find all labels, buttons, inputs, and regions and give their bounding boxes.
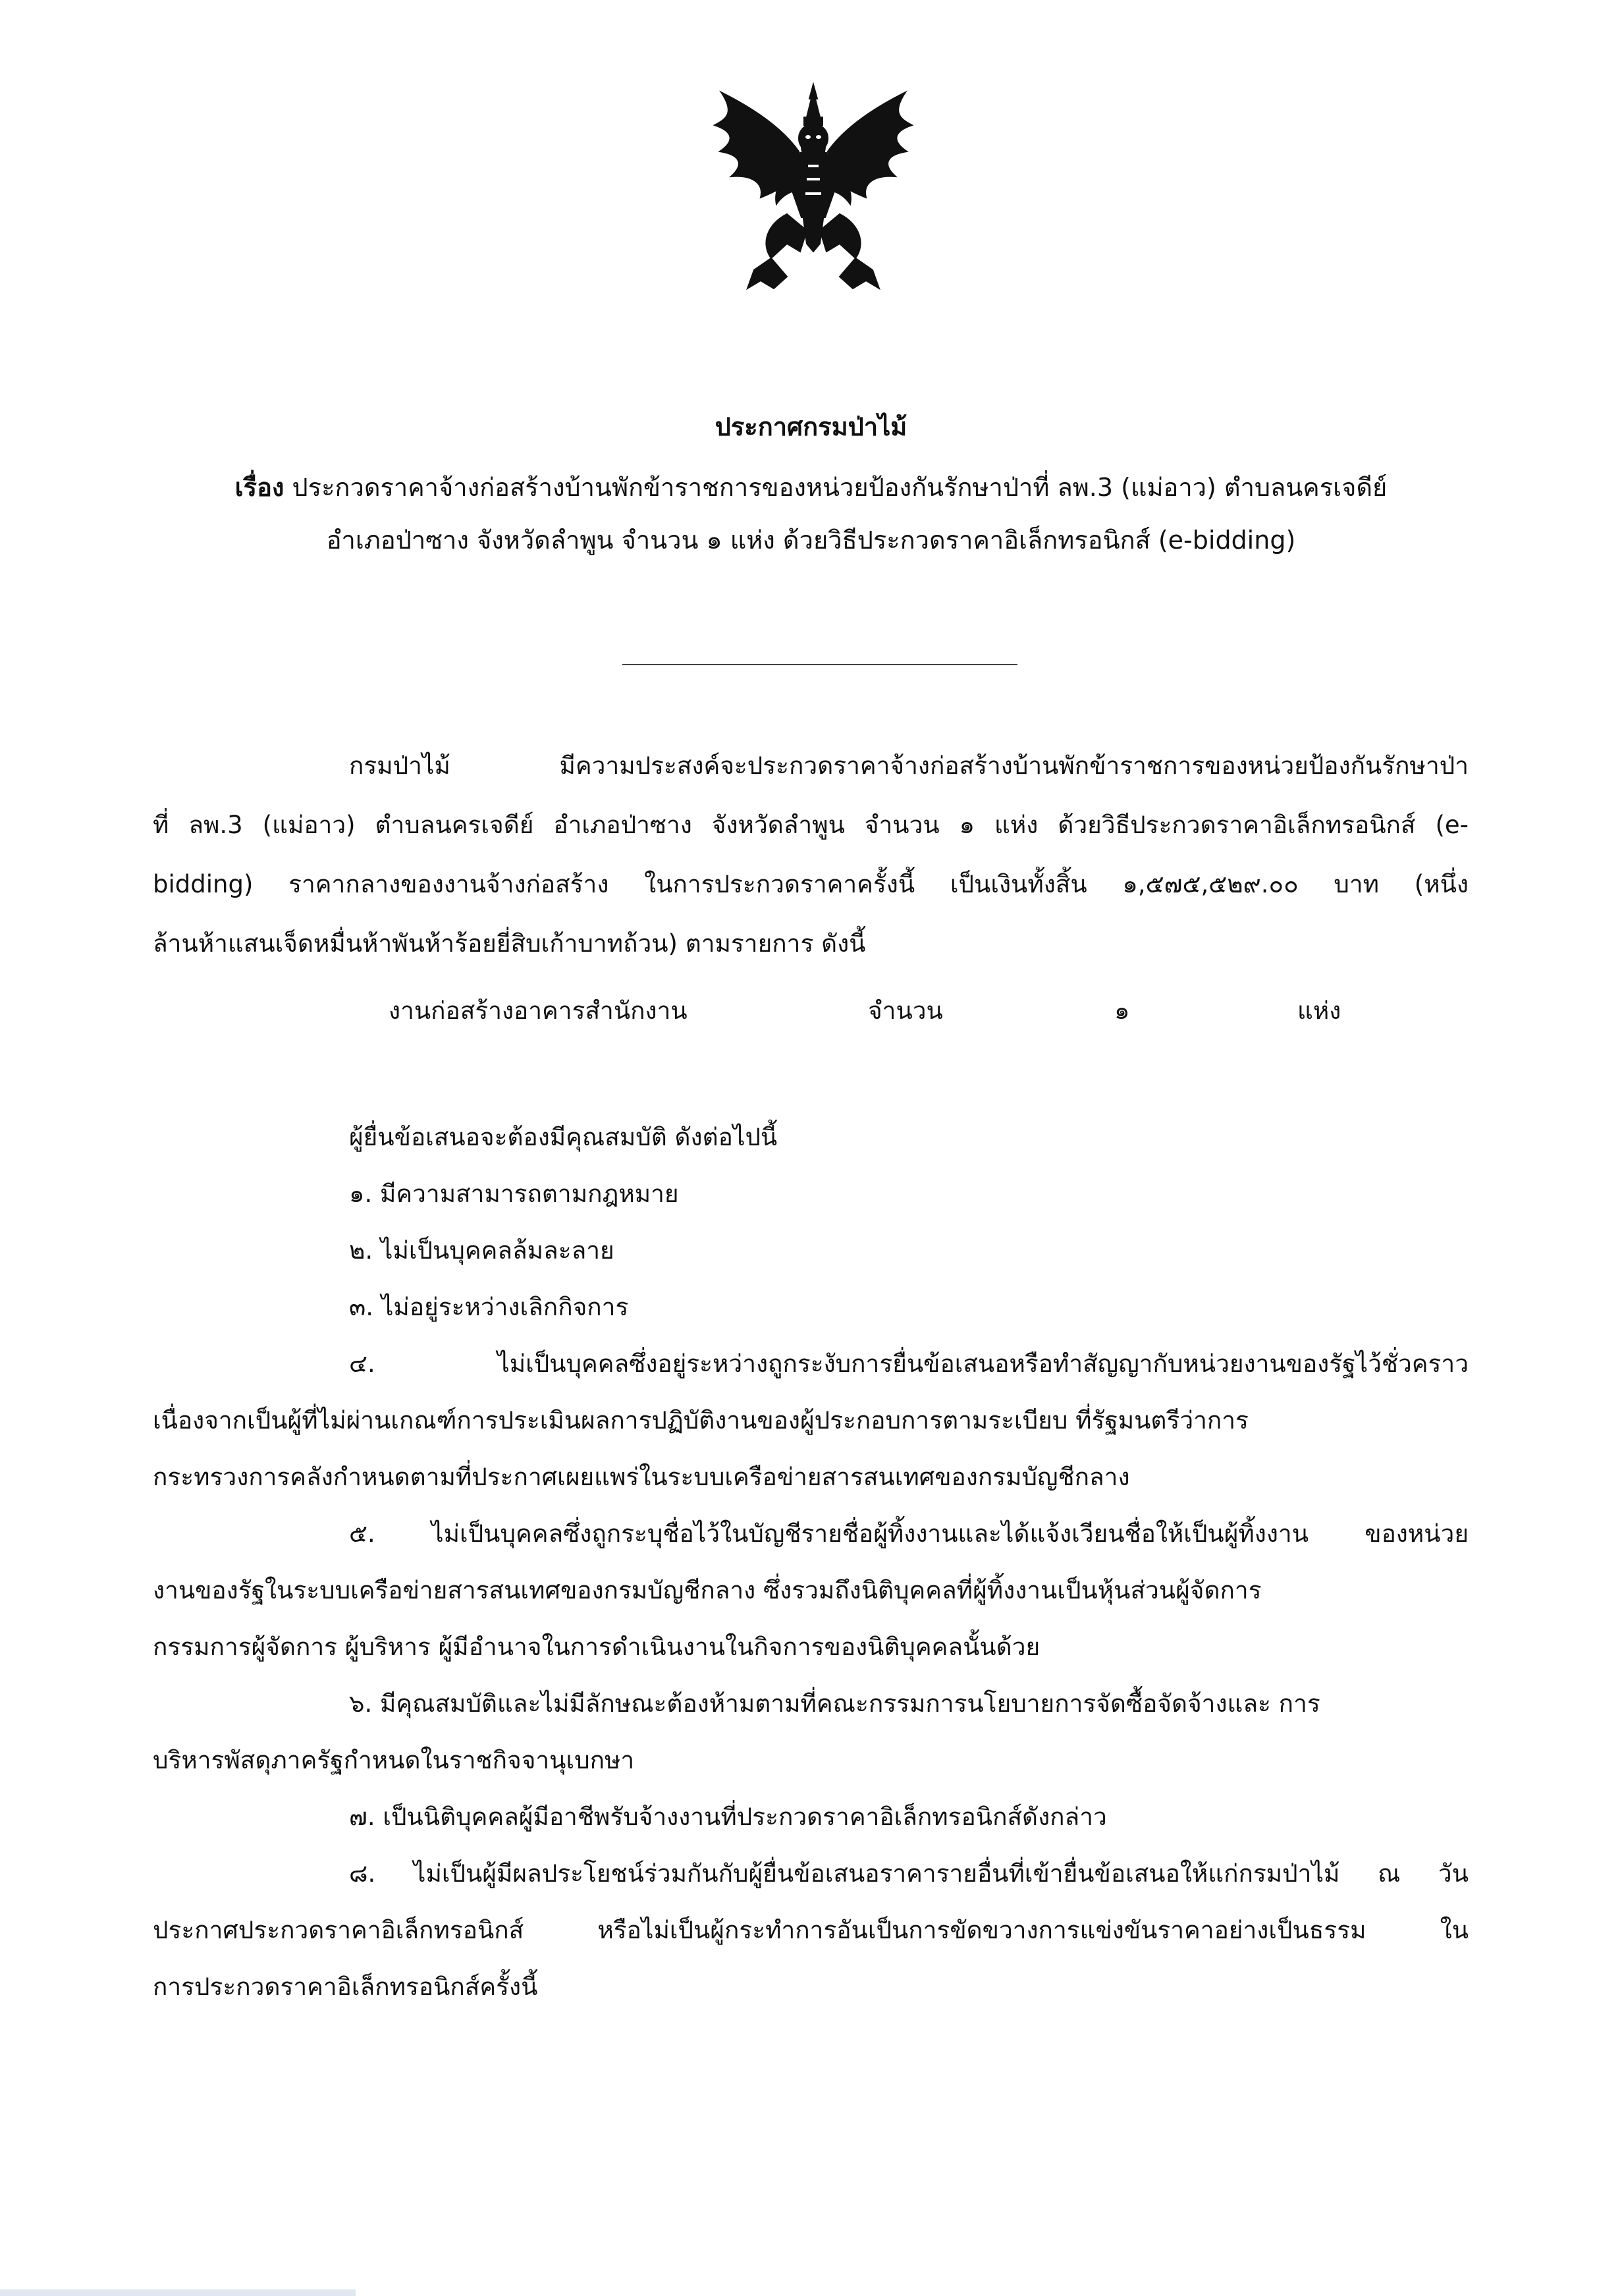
qualification-8-line-2: ประกาศประกวดราคาอิเล็กทรอนิกส์ หรือไม่เป็นผู้กระทำการอันเป็นการขัดขวางการแข่งขันราคาอย่างเป็นธรรม ใน xyxy=(153,1916,1469,1944)
qualification-2: ๒. ไม่เป็นบุคคลล้มละลาย xyxy=(349,1236,614,1265)
qualification-4-line-2: เนื่องจากเป็นผู้ที่ไม่ผ่านเกณฑ์การประเมินผลการปฏิบัติงานของผู้ประกอบการตามระเบียบ ที่รัฐมนตรีว่าการ xyxy=(153,1406,1249,1435)
qualification-6-line-1: ๖. มีคุณสมบัติและไม่มีลักษณะต้องห้ามตามที่คณะกรรมการนโยบายการจัดซื้อจัดจ้างและ การ xyxy=(349,1689,1320,1718)
intro-line-3: bidding) ราคากลางของงานจ้างก่อสร้าง ในการประกวดราคาครั้งนี้ เป็นเงินทั้งสิ้น ๑,๕๗๕,๕๒๙.๐๐ บาท (หนึ่ง xyxy=(153,870,1469,898)
work-item-name: งานก่อสร้างอาคารสำนักงาน xyxy=(389,997,688,1025)
subject-text-1: ประกวดราคาจ้างก่อสร้างบ้านพักข้าราชการของหน่วยป้องกันรักษาป่าที่ ลพ.3 (แม่อาว) ตำบลนครเจดีย์ xyxy=(292,473,1388,502)
qualification-4-line-3: กระทรวงการคลังกำหนดตามที่ประกาศเผยแพร่ในระบบเครือข่ายสารสนเทศของกรมบัญชีกลาง xyxy=(153,1463,1130,1491)
intro-line-2: ที่ ลพ.3 (แม่อาว) ตำบลนครเจดีย์ อำเภอป่าซาง จังหวัดลำพูน จำนวน ๑ แห่ง ด้วยวิธีประกวดราคาอิเล็กทรอนิกส์ (e- xyxy=(153,811,1469,839)
qualification-8-line-3: การประกวดราคาอิเล็กทรอนิกส์ครั้งนี้ xyxy=(153,1973,538,2001)
qualification-7: ๗. เป็นนิติบุคคลผู้มีอาชีพรับจ้างงานที่ประกวดราคาอิเล็กทรอนิกส์ดังกล่าว xyxy=(349,1803,1107,1831)
qualification-6-line-2: บริหารพัสดุภาครัฐกำหนดในราชกิจจานุเบกษา xyxy=(153,1746,635,1774)
header-divider xyxy=(622,664,1017,665)
work-item-qty: ๑ xyxy=(1114,997,1130,1025)
qualification-8-line-1: ๘. ไม่เป็นผู้มีผลประโยชน์ร่วมกันกับผู้ยื่นข้อเสนอราคารายอื่นที่เข้ายื่นข้อเสนอให้แก่กรมป่าไม้ ณ วัน xyxy=(349,1859,1469,1888)
subject-line-2: อำเภอป่าซาง จังหวัดลำพูน จำนวน ๑ แห่ง ด้วยวิธีประกวดราคาอิเล็กทรอนิกส์ (e-bidding) xyxy=(326,526,1296,555)
subject-line-1 xyxy=(119,461,1503,514)
subject-label: เรื่อง xyxy=(234,473,284,502)
qualification-5-line-3: กรรมการผู้จัดการ ผู้บริหาร ผู้มีอำนาจในการดำเนินงานในกิจการของนิติบุคคลนั้นด้วย xyxy=(153,1633,1041,1661)
document-subject xyxy=(119,461,1503,566)
work-item-qty-label: จำนวน xyxy=(868,997,943,1025)
qualification-1: ๑. มีความสามารถตามกฎหมาย xyxy=(349,1180,679,1208)
qualification-4-line-1: ๔. ไม่เป็นบุคคลซึ่งอยู่ระหว่างถูกระงับการยื่นข้อเสนอหรือทำสัญญากับหน่วยงานของรัฐไว้ชั่วคราว xyxy=(349,1350,1469,1378)
qualification-3: ๓. ไม่อยู่ระหว่างเลิกกิจการ xyxy=(349,1293,629,1321)
work-item-unit: แห่ง xyxy=(1297,997,1341,1025)
intro-line-4: ล้านห้าแสนเจ็ดหมื่นห้าพันห้าร้อยยี่สิบเก้าบาทถ้วน) ตามรายการ ดังนี้ xyxy=(153,929,866,958)
document-title: ประกาศกรมป่าไม้ xyxy=(715,412,907,441)
qualification-5-line-2: งานของรัฐในระบบเครือข่ายสารสนเทศของกรมบัญชีกลาง ซึ่งรวมถึงนิติบุคคลที่ผู้ทิ้งงานเป็นหุ้นส่วนผู้จัดการ xyxy=(153,1576,1262,1604)
intro-line-1: กรมป่าไม้ มีความประสงค์จะประกวดราคาจ้างก่อสร้างบ้านพักข้าราชการของหน่วยป้องกันรักษาป่า xyxy=(349,752,1469,780)
garuda-emblem xyxy=(708,79,919,296)
qualification-5-line-1: ๕. ไม่เป็นบุคคลซึ่งถูกระบุชื่อไว้ในบัญชีรายชื่อผู้ทิ้งงานและได้แจ้งเวียนชื่อให้เป็นผู้ทิ้งงาน ของหน่วย xyxy=(349,1519,1469,1548)
scan-edge-mark xyxy=(0,2289,356,2296)
qualifications-heading: ผู้ยื่นข้อเสนอจะต้องมีคุณสมบัติ ดังต่อไปนี้ xyxy=(349,1123,778,1151)
